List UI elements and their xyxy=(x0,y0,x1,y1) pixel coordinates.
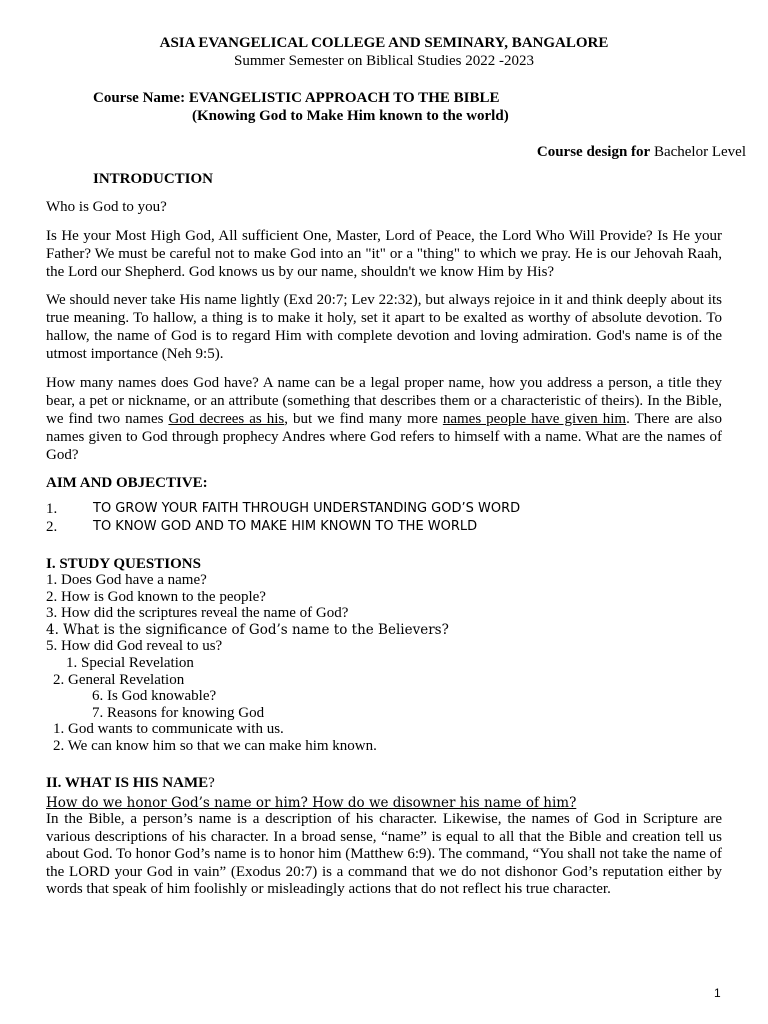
name-section-heading xyxy=(46,774,722,792)
p4-text-c: . There are also names given to God through prophecy Andres where God refers to himself with a name. What are the names of God? xyxy=(46,411,723,463)
study-questions-heading: I. STUDY QUESTIONS xyxy=(46,556,201,572)
institution-title: ASIA EVANGELICAL COLLEGE AND SEMINARY, BANGALORE xyxy=(159,35,609,51)
aim-item-text: TO KNOW GOD AND TO MAKE HIM KNOWN TO THE WORLD xyxy=(93,519,478,534)
p4-underline-1: God decrees as his xyxy=(168,411,285,427)
introduction-heading: INTRODUCTION xyxy=(93,171,214,187)
aim-list xyxy=(46,500,722,536)
name-heading-bold: II. WHAT IS HIS NAME xyxy=(46,775,209,791)
list-item xyxy=(46,518,722,536)
p4-underline-2: names people have given him xyxy=(442,411,627,427)
list-item: 2. General Revelation xyxy=(53,671,185,688)
list-item: 1. Special Revelation xyxy=(66,654,194,671)
intro-paragraph-4 xyxy=(46,374,722,464)
intro-paragraph-2: Is He your Most High God, All sufficient One, Master, Lord of Peace, the Lord Who Will Provide? Is He your Father? We must be careful not to make God into an "it" or a "thing" to which we pray. He is our Jehovah Raah, the Lord our Shepherd. God knows us by our name, shouldn't we know Him by His? xyxy=(46,228,722,280)
name-section-body: In the Bible, a person’s name is a description of his character. Likewise, the names of God in Scripture are various descriptions of his character. In a broad sense, “name” is equal to all that the Bible and creation tell us about God. To honor God’s name is to honor him (Matthew 6:9). The command, “You shall not take the name of the LORD your God in vain” (Exodus 20:7) is a command that we do not dishonor God’s reputation either by words that speak of him foolishly or misleadingly actions that do not reflect his true character. xyxy=(46,811,722,898)
p4-text-a: How many names does God have? A name can be a legal proper name, how you address a person, a title they bear, a pet or nickname, or an attribute (something that describes them or a characteristic of theirs). In the Bible, we find two names xyxy=(46,375,722,427)
aim-item-number: 1. xyxy=(46,501,58,517)
list-item: 3. How did the scriptures reveal the name of God? xyxy=(46,605,349,622)
design-value: Bachelor Level xyxy=(653,144,746,160)
aim-heading: AIM AND OBJECTIVE: xyxy=(46,475,208,491)
list-item: 1. Does God have a name? xyxy=(46,572,207,588)
list-item: 6. Is God knowable? xyxy=(92,688,217,705)
aim-item-text: TO GROW YOUR FAITH THROUGH UNDERSTANDING GOD’S WORD xyxy=(93,501,521,516)
name-section-subheading: How do we honor God’s name or him? How do we disowner his name of him? xyxy=(46,795,577,811)
study-questions-list xyxy=(46,572,722,755)
name-heading-question: ? xyxy=(208,775,215,791)
list-item xyxy=(46,500,722,518)
design-label: Course design for xyxy=(536,144,651,160)
list-item: 1. God wants to communicate with us. xyxy=(53,721,284,738)
list-item: 7. Reasons for knowing God xyxy=(92,704,265,721)
course-subtitle: (Knowing God to Make Him known to the world) xyxy=(192,108,509,124)
page-number: 1 xyxy=(714,986,721,1000)
course-design-line xyxy=(537,143,746,161)
semester-subtitle: Summer Semester on Biblical Studies 2022 -2023 xyxy=(234,53,534,69)
course-name-line xyxy=(93,89,499,107)
list-item: 4. What is the significance of God’s name to the Believers? xyxy=(46,621,449,638)
list-item: 2. We can know him so that we can make him known. xyxy=(53,737,377,754)
intro-paragraph-1: Who is God to you? xyxy=(46,199,167,215)
course-label: Course Name: xyxy=(93,90,186,106)
p4-text-b: , but we find many more xyxy=(284,411,443,427)
aim-item-number: 2. xyxy=(46,519,58,535)
list-item: 2. How is God known to the people? xyxy=(46,588,266,605)
course-name: EVANGELISTIC APPROACH TO THE BIBLE xyxy=(188,90,500,106)
intro-paragraph-3: We should never take His name lightly (Exd 20:7; Lev 22:32), but always rejoice in it and think deeply about its true meaning. To hallow, a thing is to make it holy, set it apart to be exalted as worthy of absolute devotion. To hallow, the name of God is to regard Him with complete devotion and loving admiration. God's name is of the utmost importance (Neh 9:5). xyxy=(46,292,722,362)
list-item: 5. How did God reveal to us? xyxy=(46,638,223,655)
